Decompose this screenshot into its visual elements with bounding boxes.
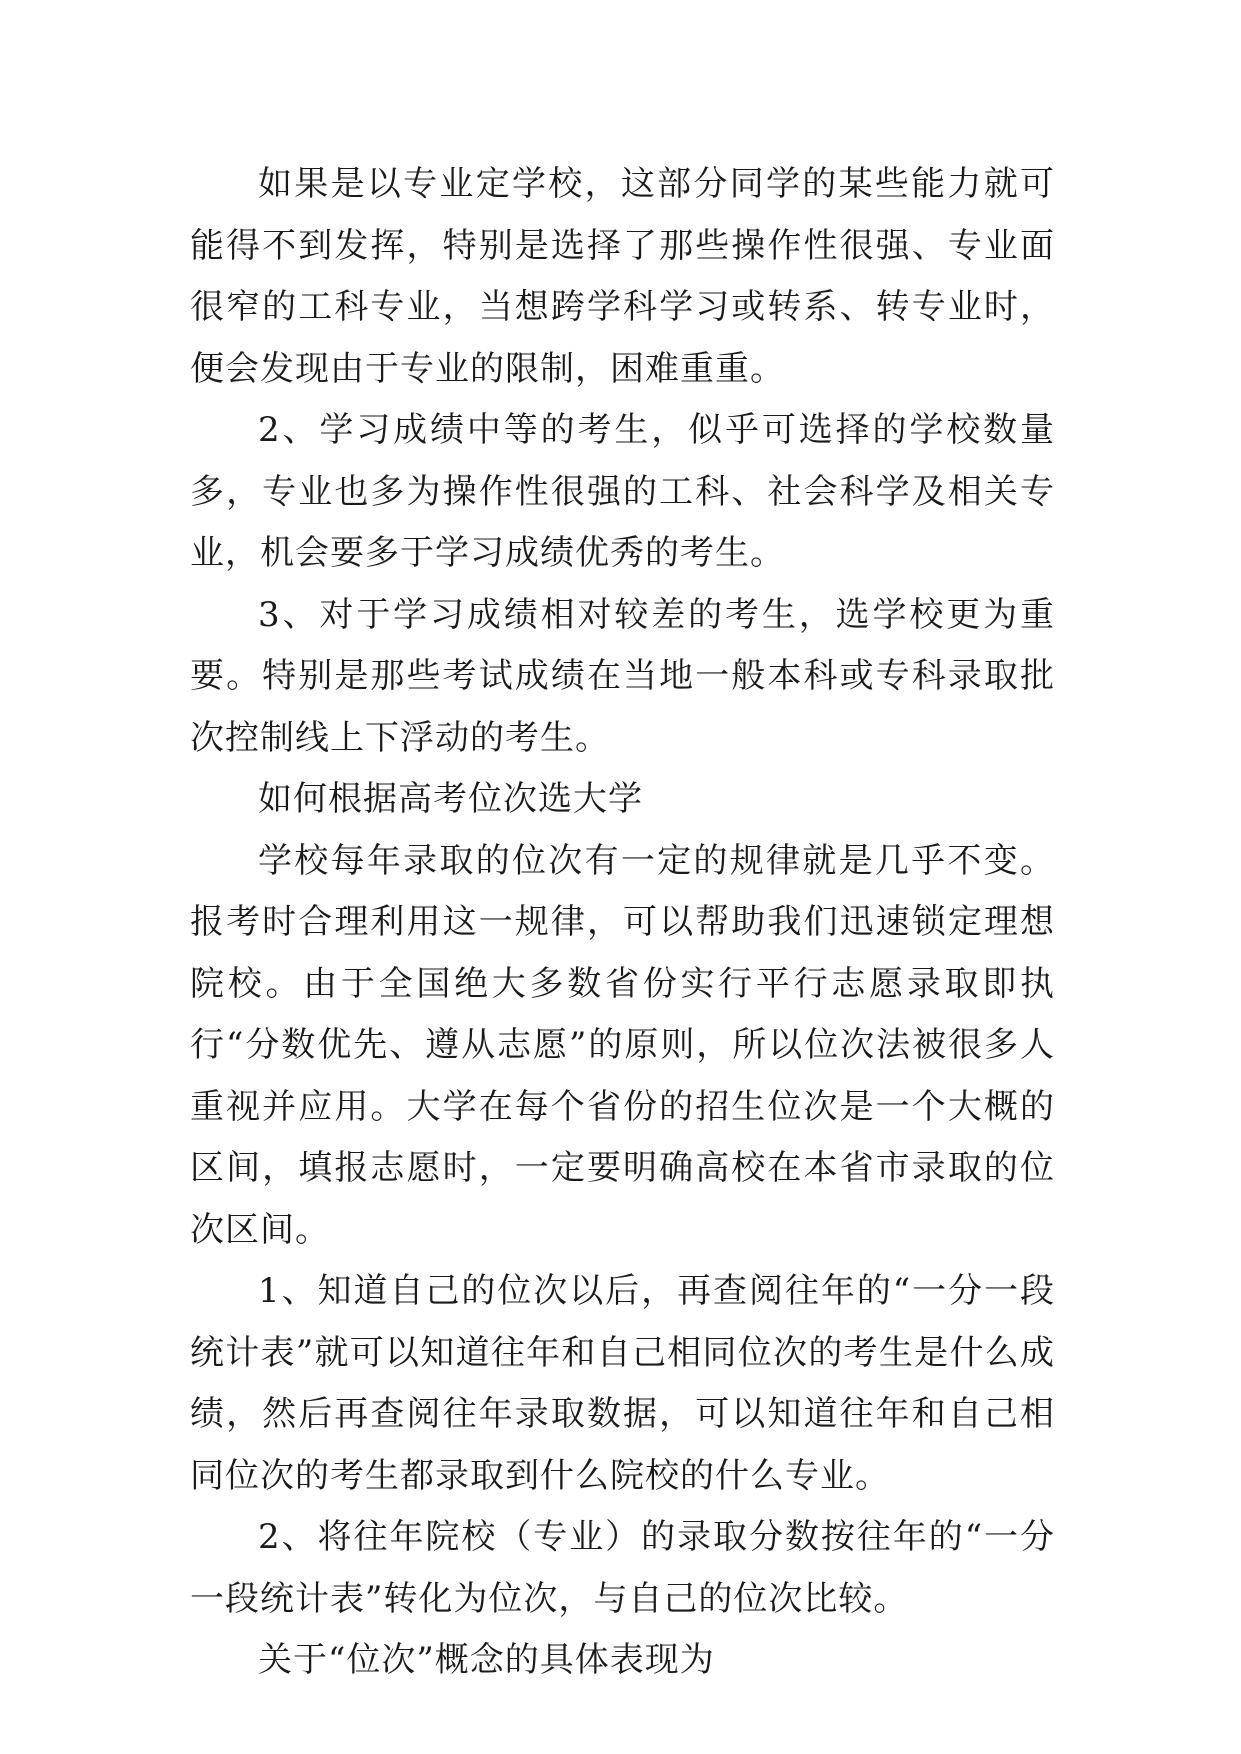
document-page bbox=[190, 154, 1055, 1692]
paragraph-point-2-average: 2、学习成绩中等的考生，似乎可选择的学校数量多，专业也多为操作性很强的工科、社会科学及相关专业，机会要多于学习成绩优秀的考生。 bbox=[190, 410, 1055, 573]
paragraph-ranking-step-1: 1、知道自己的位次以后，再查阅往年的“一分一段统计表”就可以知道往年和自己相同位次的考生是什么成绩，然后再查阅往年录取数据，可以知道往年和自己相同位次的考生都录取到什么院校的什么专业。 bbox=[190, 1271, 1055, 1496]
paragraph-ranking-rule: 学校每年录取的位次有一定的规律就是几乎不变。报考时合理利用这一规律，可以帮助我们迅速锁定理想院校。由于全国绝大多数省份实行平行志愿录取即执行“分数优先、遵从志愿”的原则，所以位次法被很多人重视并应用。大学在每个省份的招生位次是一个大概的区间，填报志愿时，一定要明确高校在本省市录取的位次区间。 bbox=[190, 840, 1055, 1250]
paragraph-ranking-step-2: 2、将往年院校（专业）的录取分数按往年的“一分一段统计表”转化为位次，与自己的位次比较。 bbox=[190, 1517, 1055, 1619]
paragraph-point-3-weak: 3、对于学习成绩相对较差的考生，选学校更为重要。特别是那些考试成绩在当地一般本科或专科录取批次控制线上下浮动的考生。 bbox=[190, 594, 1055, 758]
paragraph-ranking-concept: 关于“位次”概念的具体表现为 bbox=[258, 1640, 715, 1680]
paragraph-major-first: 如果是以专业定学校，这部分同学的某些能力就可能得不到发挥，特别是选择了那些操作性很强、专业面很窄的工科专业，当想跨学科学习或转系、转专业时，便会发现由于专业的限制，困难重重。 bbox=[190, 164, 1055, 389]
section-heading: 如何根据高考位次选大学 bbox=[258, 779, 643, 819]
